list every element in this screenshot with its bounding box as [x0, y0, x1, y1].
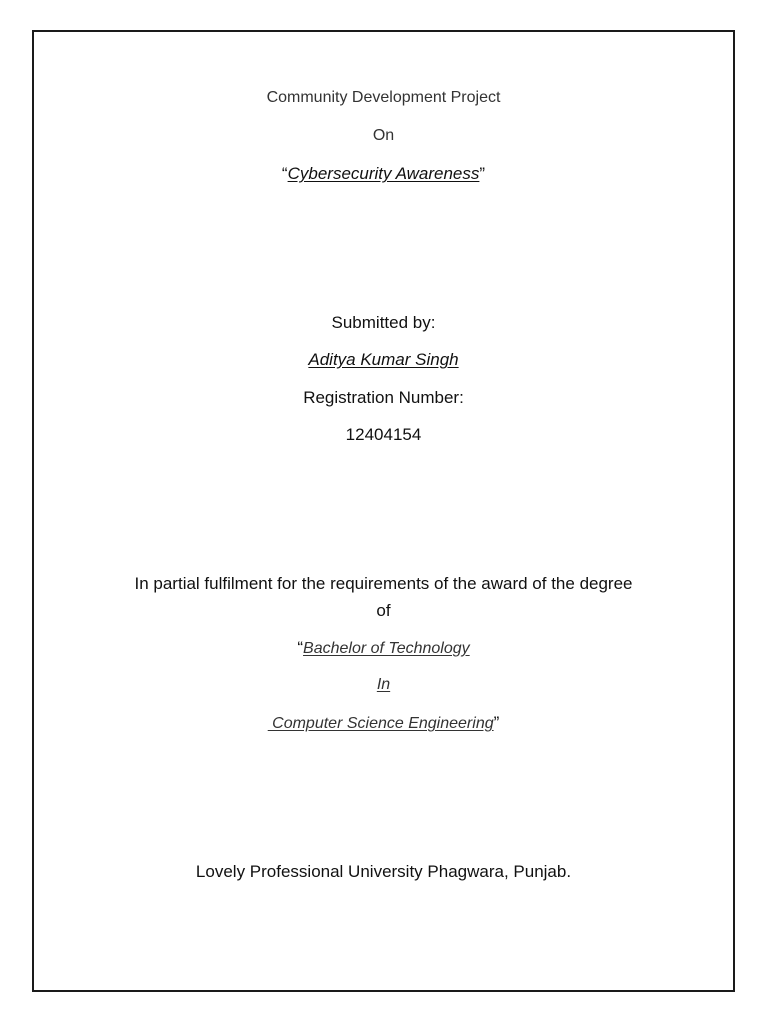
topic-open-quote: “	[281, 164, 288, 183]
on-text: On	[372, 127, 395, 144]
degree-in-text: In	[376, 676, 391, 693]
topic-title: Cybersecurity Awareness	[287, 164, 480, 183]
on-label	[34, 127, 733, 145]
registration-number	[34, 425, 733, 445]
project-type	[34, 89, 733, 107]
degree-in	[34, 676, 733, 694]
project-topic	[34, 164, 733, 184]
student-name	[34, 350, 733, 370]
topic-close-quote: ”	[479, 164, 486, 183]
fulfilment-line-1	[34, 574, 733, 594]
student-name-text: Aditya Kumar Singh	[308, 350, 459, 369]
degree-branch-text: Computer Science Engineering	[267, 715, 494, 732]
registration-number-text: 12404154	[345, 425, 422, 444]
registration-label-text: Registration Number:	[303, 388, 464, 407]
project-type-text: Community Development Project	[266, 89, 501, 106]
university-name	[34, 862, 733, 882]
fulfilment-line-2-text: of	[376, 601, 391, 620]
degree-name-text: Bachelor of Technology	[303, 640, 470, 657]
registration-label	[34, 388, 733, 408]
degree-branch	[34, 713, 733, 733]
degree-open-quote: “	[297, 638, 304, 657]
submitted-by-label	[34, 313, 733, 333]
degree-name	[34, 638, 733, 658]
fulfilment-line-2	[34, 601, 733, 621]
degree-close-quote: ”	[493, 713, 500, 732]
university-name-text: Lovely Professional University Phagwara, Punjab.	[195, 862, 572, 881]
fulfilment-line-1-text: In partial fulfilment for the requirements of the award of the degree	[134, 574, 633, 593]
submitted-by-text: Submitted by:	[331, 313, 436, 332]
